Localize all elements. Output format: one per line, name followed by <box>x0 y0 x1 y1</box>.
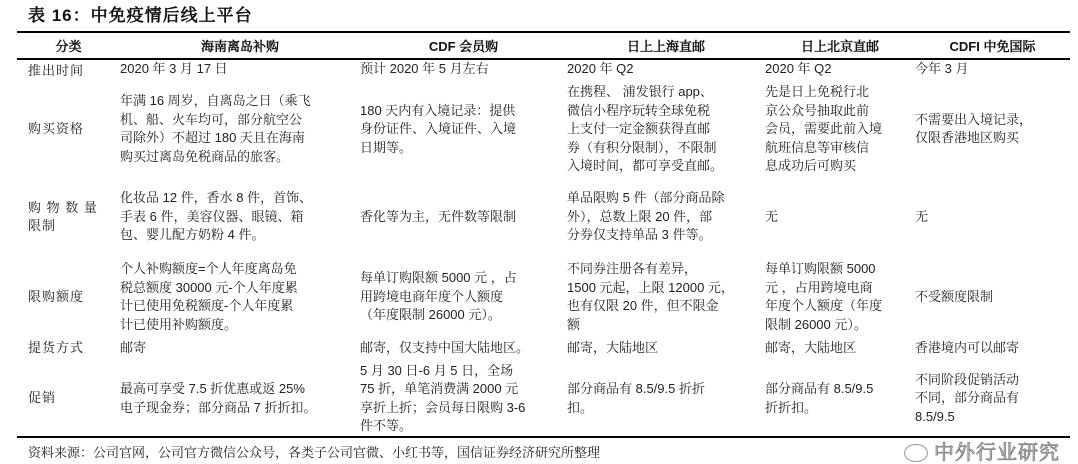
table-cell: 2020 年 Q2 <box>567 61 634 76</box>
table-cell: 无 <box>915 208 929 224</box>
footer <box>17 442 1070 464</box>
platform-table <box>17 31 1070 438</box>
watermark: 中外行业研究 <box>934 441 1060 464</box>
table-cell: 邮寄 <box>120 340 147 356</box>
table-row <box>17 59 1070 83</box>
watermark-logo <box>904 442 1060 464</box>
table-cell: 化妆品 12 件，香水 8 件，首饰、 手表 6 件，美容仪器、眼镜、箱 包、婴儿配方奶粉 4 件。 <box>120 190 313 243</box>
table-cell: 每单订购限额 5000 元 ，占用跨境电商 年度个人额度（年度 限制 26000 元）。 <box>765 261 883 332</box>
table-cell: 5 月 30 日-6 月 5 日，全场 75 折，单笔消费满 2000 元 享折上折；会员每日限购 3-6 件不等。 <box>360 362 567 437</box>
table-cell: 无 <box>765 208 779 224</box>
table-cell: 2020 年 3 月 17 日 <box>120 61 228 76</box>
table-cell: 不受额度限制 <box>915 288 994 304</box>
header-row <box>17 32 1070 59</box>
row-label: 限购额度 <box>28 288 85 304</box>
row-label: 推出时间 <box>28 63 85 79</box>
header-beijing: 日上北京直邮 <box>765 32 915 59</box>
table-row <box>17 362 1070 437</box>
table-cell: 年满 16 周岁，自离岛之日（乘飞 机、船、火车均可，部分航空公 司除外）不超过 180 天且在海南 购买过离岛免税商品的旅客。 <box>120 93 311 164</box>
row-label: 购买资格 <box>28 121 85 136</box>
table-cell: 单品限购 5 件（部分商品除 外），总数上限 20 件，部 分券仅支持单品 3 件等。 <box>567 190 725 243</box>
table-row <box>17 83 1070 176</box>
table-cell: 邮寄，大陆地区 <box>567 340 659 356</box>
table-cell: 预计 2020 年 5 月左右 <box>360 61 489 76</box>
table-cell: 邮寄，大陆地区 <box>765 340 857 356</box>
row-label: 提货方式 <box>28 340 85 356</box>
table-row <box>17 259 1070 336</box>
wechat-icon <box>904 444 928 462</box>
table-cell: 部分商品有 8.5/9.5 折折扣。 <box>765 362 915 437</box>
table-cell: 香港境内可以邮寄 <box>915 340 1020 356</box>
table-cell: 个人补购额度=个人年度离岛免 税总额度 30000 元-个人年度累 计已使用免税额度-个人年度累 计已使用补购额度。 <box>120 261 298 332</box>
header-category: 分类 <box>17 32 120 59</box>
row-label: 促销 <box>17 362 120 437</box>
source-note: 资料来源：公司官网，公司官方微信公众号，各类子公司官微、小红书等，国信证券经济研究所整理 <box>28 444 601 460</box>
row-label: 购 物 数 量 限制 <box>28 199 98 233</box>
table-cell: 不需要出入境记录， 仅限香港地区购买 <box>915 111 1033 146</box>
table-cell: 邮寄，仅支持中国大陆地区。 <box>360 340 530 356</box>
table-cell: 每单订购限额 5000 元 ，占 用跨境电商年度个人额度 （年度限制 26000 元）。 <box>360 270 517 323</box>
header-cdfi: CDFI 中免国际 <box>915 32 1070 59</box>
table-title: 表 16：中免疫情后线上平台 <box>28 6 253 25</box>
table-cell: 在携程、 浦发银行 app、 微信小程序玩转全球免税 上支付一定金额获得直邮 券（有积分限制），不限制 入境时间，都可享受直邮。 <box>567 84 724 173</box>
table-cell: 最高可享受 7.5 折优惠或返 25% 电子现金券；部分商品 7 折折扣。 <box>120 362 360 437</box>
table-cell: 180 天内有入境记录：提供 身份证件、入境证件、入境 日期等。 <box>360 102 517 155</box>
table-cell: 香化等为主，无件数等限制 <box>360 208 517 224</box>
table-cell: 2020 年 Q2 <box>765 61 832 76</box>
table-row <box>17 176 1070 259</box>
header-cdf-member: CDF 会员购 <box>360 32 567 59</box>
table-cell: 不同券注册各有差异， 1500 元起，上限 12000 元， 也有仅限 20 件，但不限金 额 <box>567 261 734 332</box>
table-cell: 不同阶段促销活动 不同，部分商品有 8.5/9.5 <box>915 362 1070 437</box>
header-hainan: 海南离岛补购 <box>120 32 360 59</box>
table-row <box>17 336 1070 362</box>
header-shanghai: 日上上海直邮 <box>567 32 765 59</box>
table-cell: 先是日上免税行北 京公众号抽取此前 会员，需要此前入境 航班信息等审核信 息成功后可购买 <box>765 84 883 173</box>
table-cell: 今年 3 月 <box>915 61 969 76</box>
table-cell: 部分商品有 8.5/9.5 折折 扣。 <box>567 362 765 437</box>
